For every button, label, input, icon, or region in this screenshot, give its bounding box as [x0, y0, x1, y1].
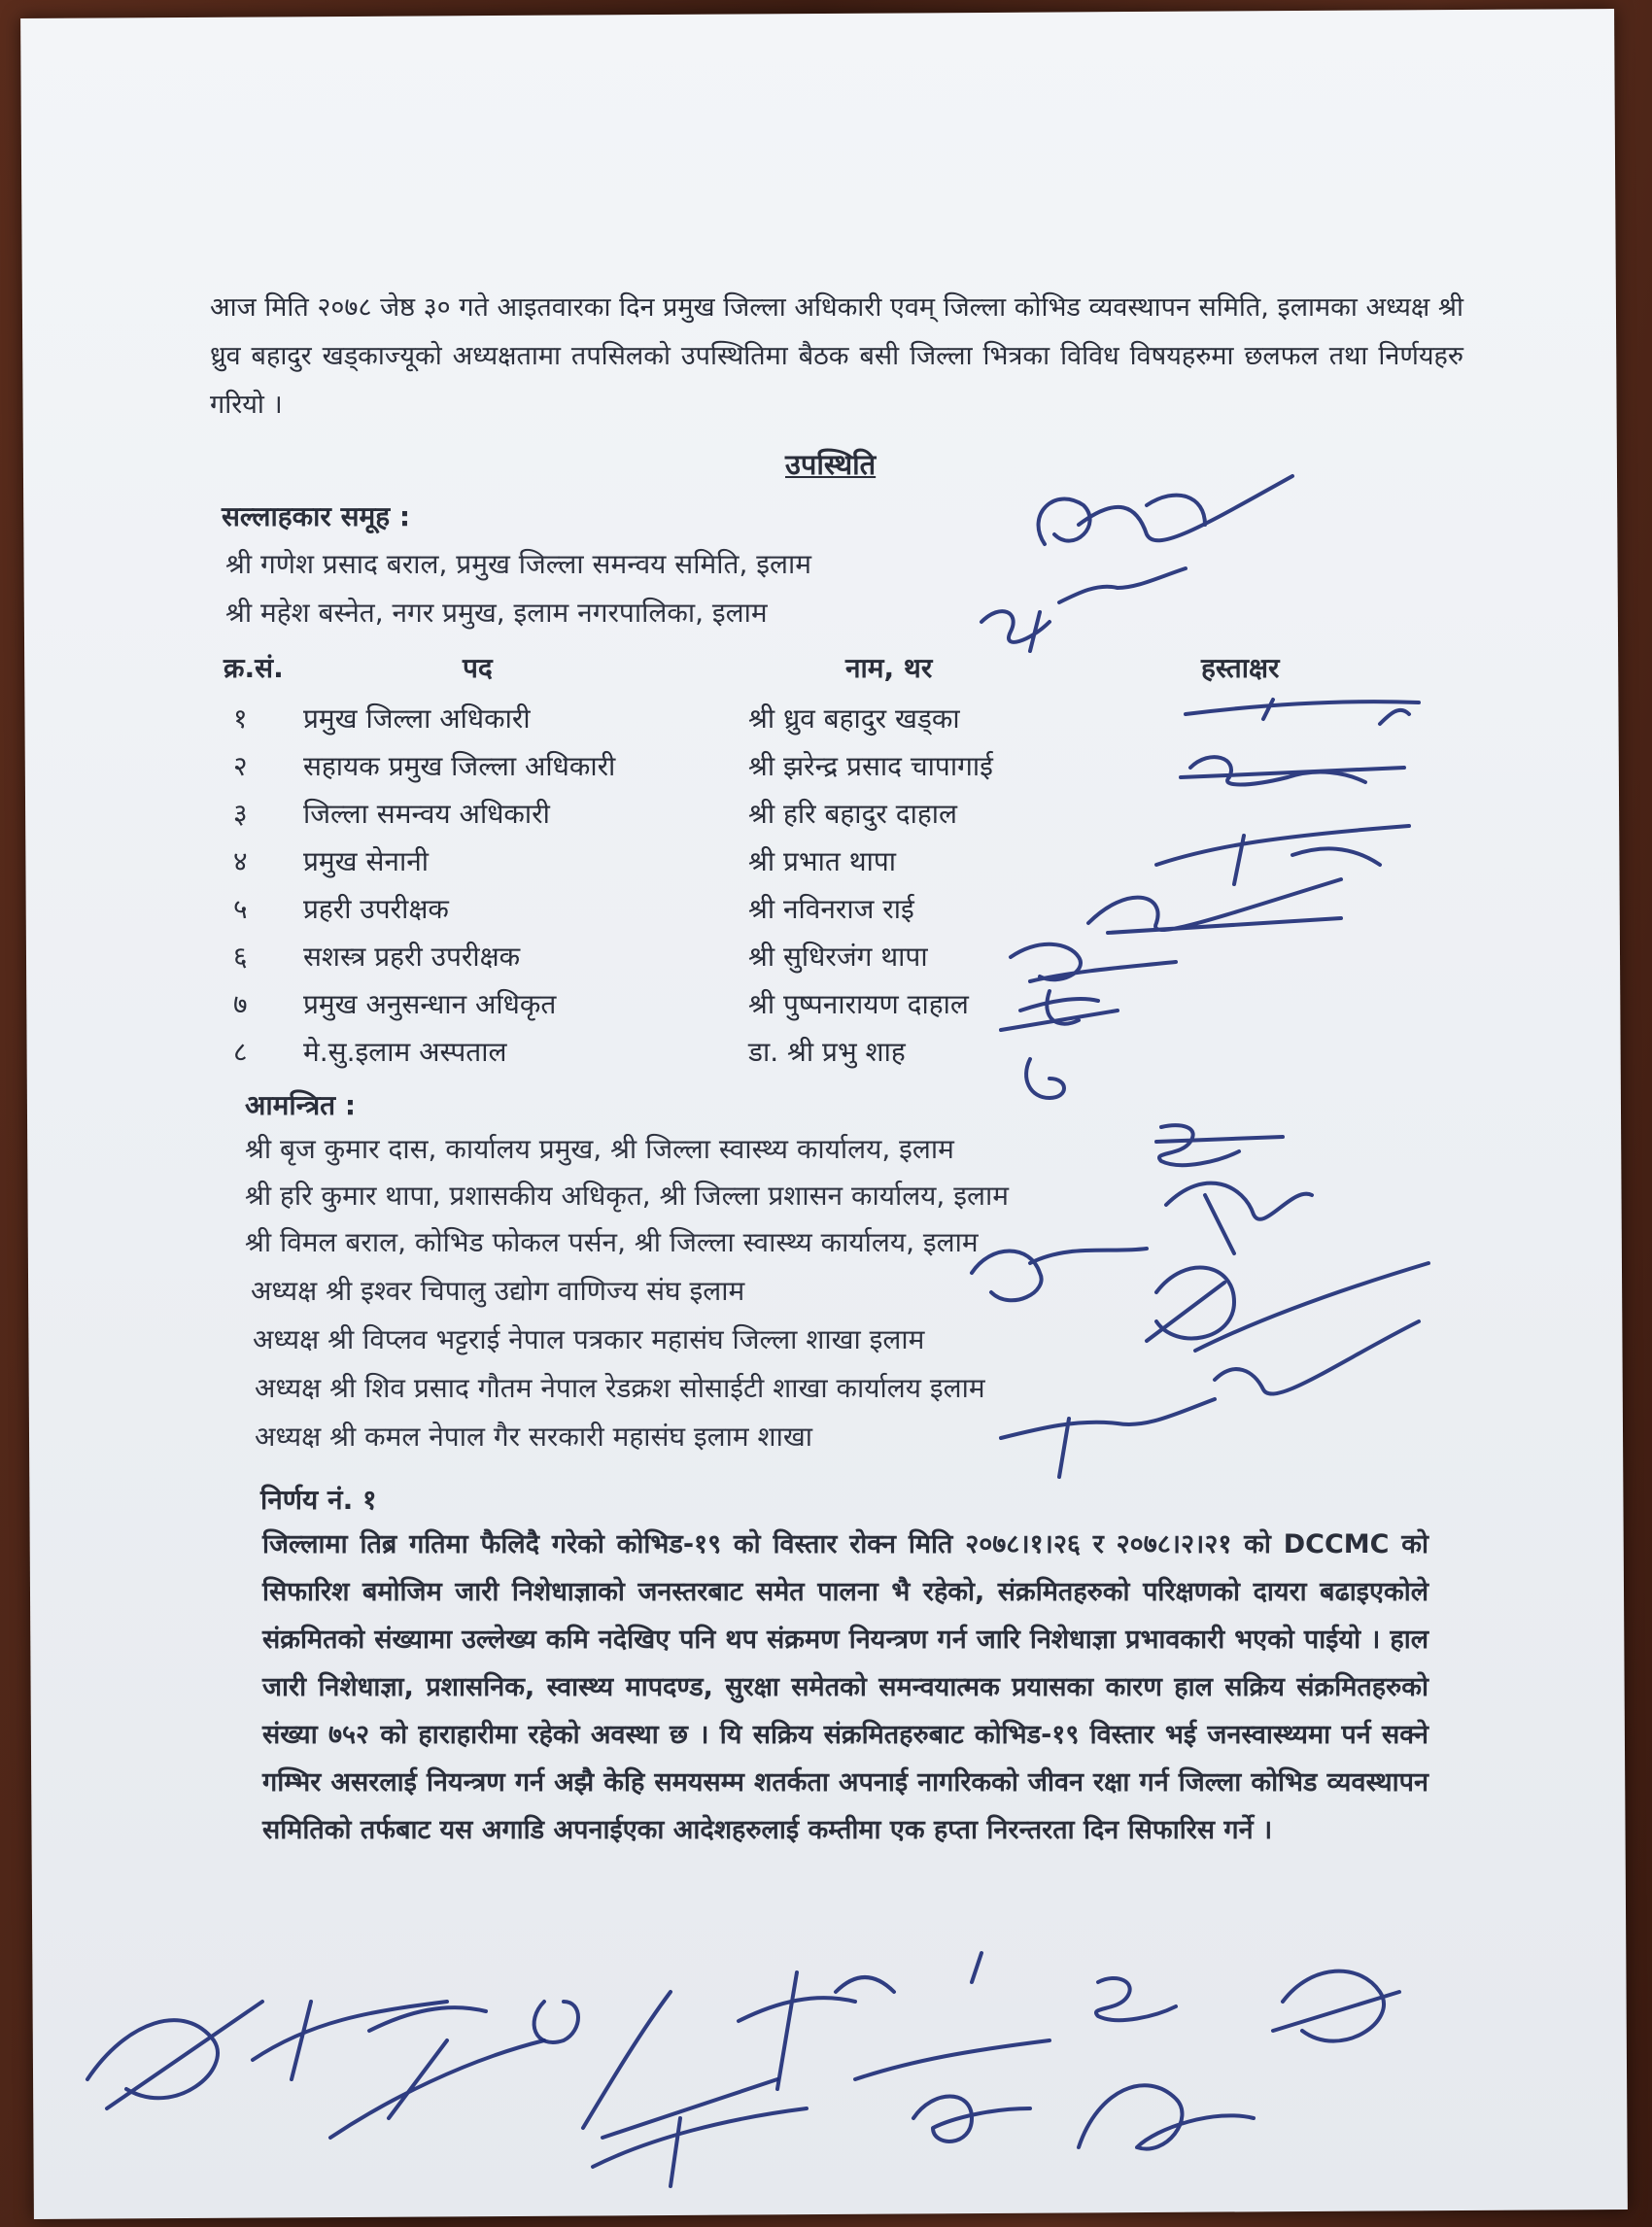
row-sn: २: [233, 750, 248, 782]
row-sn: ५: [233, 893, 248, 925]
row-sn: ३: [233, 798, 248, 830]
row-sn: ६: [233, 941, 248, 973]
advisory-member: श्री महेश बस्नेत, नगर प्रमुख, इलाम नगरपालिका, इलाम: [225, 597, 768, 629]
header-name: नाम, थर: [845, 652, 933, 684]
row-post: सशस्त्र प्रहरी उपरीक्षक: [303, 941, 521, 973]
invited-member: श्री बृज कुमार दास, कार्यालय प्रमुख, श्री जिल्ला स्वास्थ्य कार्यालय, इलाम: [245, 1133, 954, 1165]
row-name: श्री ध्रुव बहादुर खड्का: [748, 702, 960, 735]
row-name: श्री हरि बहादुर दाहाल: [748, 798, 958, 830]
row-sn: ८: [233, 1036, 248, 1068]
row-sn: ७: [233, 988, 248, 1020]
row-post: मे.सु.इलाम अस्पताल: [303, 1036, 507, 1068]
invited-member: अध्यक्ष श्री विप्लव भट्टराई नेपाल पत्रकार महासंघ जिल्ला शाखा इलाम: [253, 1323, 925, 1355]
row-post: सहायक प्रमुख जिल्ला अधिकारी: [303, 750, 616, 782]
row-name: श्री नविनराज राई: [748, 893, 914, 925]
row-name: श्री पुष्पनारायण दाहाल: [748, 988, 969, 1020]
row-post: प्रमुख जिल्ला अधिकारी: [303, 702, 531, 735]
header-sn: क्र.सं.: [224, 652, 284, 684]
header-signature: हस्ताक्षर: [1201, 652, 1280, 684]
row-sn: १: [233, 702, 248, 735]
decision-title: निर्णय नं. १: [260, 1484, 377, 1516]
invited-member: अध्यक्ष श्री शिव प्रसाद गौतम नेपाल रेडक्रश सोसाईटी शाखा कार्यालय इलाम: [255, 1372, 985, 1404]
invited-member: अध्यक्ष श्री इश्वर चिपालु उद्योग वाणिज्य संघ इलाम: [251, 1275, 745, 1307]
advisory-title: सल्लाहकार समूह :: [222, 500, 411, 532]
row-post: प्रहरी उपरीक्षक: [303, 893, 449, 925]
invited-member: श्री हरि कुमार थापा, प्रशासकीय अधिकृत, श्री जिल्ला प्रशासन कार्यालय, इलाम: [245, 1180, 1009, 1212]
row-name: श्री झरेन्द्र प्रसाद चापागाई: [748, 750, 993, 782]
row-name: श्री प्रभात थापा: [748, 845, 897, 877]
invited-member: श्री विमल बराल, कोभिड फोकल पर्सन, श्री जिल्ला स्वास्थ्य कार्यालय, इलाम: [245, 1226, 979, 1258]
row-name: श्री सुधिरजंग थापा: [748, 941, 928, 973]
row-sn: ४: [233, 845, 248, 877]
meeting-intro: आज मिति २०७८ जेष्ठ ३० गते आइतवारका दिन प्रमुख जिल्ला अधिकारी एवम् जिल्ला कोभिड व्यवस्थापन समिति, इलामका अध्यक्ष श्री ध्रुव बहादुर खड्काज्यूको अध्यक्षतामा तपसिलको उपस्थितिमा बैठक बसी जिल्ला भित्रका विविध विषयहरुमा छलफल तथा निर्णयहरु गरियो ।: [210, 292, 1463, 420]
invited-title: आमन्त्रित :: [245, 1089, 357, 1121]
invited-member: अध्यक्ष श्री कमल नेपाल गैर सरकारी महासंघ इलाम शाखा: [255, 1421, 813, 1453]
advisory-member: श्री गणेश प्रसाद बराल, प्रमुख जिल्ला समन्वय समिति, इलाम: [225, 548, 811, 580]
decision-text: जिल्लामा तिब्र गतिमा फैलिदै गरेको कोभिड-१९ को विस्तार रोक्न मिति २०७८।१।२६ र २०७८।२।२१ को DCCMC को सिफारिश बमोजिम जारी निशेधाज्ञाको जनस्तरबाट समेत पालना भै रहेको, संक्रमितहरुको परिक्षणको दायरा बढाइएकोले संक्रमितको संख्यामा उल्लेख्य कमि नदेखिए पनि थप संक्रमण नियन्त्रण गर्न जारि निशेधाज्ञा प्रभावकारी भएको पाईयो । हाल जारी निशेधाज्ञा, प्रशासनिक, स्वास्थ्य मापदण्ड, सुरक्षा समेतको समन्वयात्मक प्रयासका कारण हाल सक्रिय संक्रमितहरुको संख्या ७५२ को हाराहारीमा रहेको अवस्था छ । यि सक्रिय संक्रमितहरुबाट कोभिड-१९ विस्तार भई जनस्वास्थ्यमा पर्न सक्ने गम्भिर असरलाई नियन्त्रण गर्न अझै केहि समयसम्म शतर्कता अपनाई नागरिकको जीवन रक्षा गर्न जिल्ला कोभिड व्यवस्थापन समितिको तर्फबाट यस अगाडि अपनाईएका आदेशहरुलाई कम्तीमा एक हप्ता निरन्तरता दिन सिफारिस गर्ने ।: [262, 1529, 1428, 1845]
header-post: पद: [463, 652, 493, 684]
row-post: जिल्ला समन्वय अधिकारी: [303, 798, 550, 830]
row-post: प्रमुख अनुसन्धान अधिकृत: [303, 988, 557, 1020]
attendance-heading: उपस्थिति: [785, 448, 877, 481]
row-post: प्रमुख सेनानी: [303, 845, 429, 877]
row-name: डा. श्री प्रभु शाह: [748, 1036, 906, 1068]
